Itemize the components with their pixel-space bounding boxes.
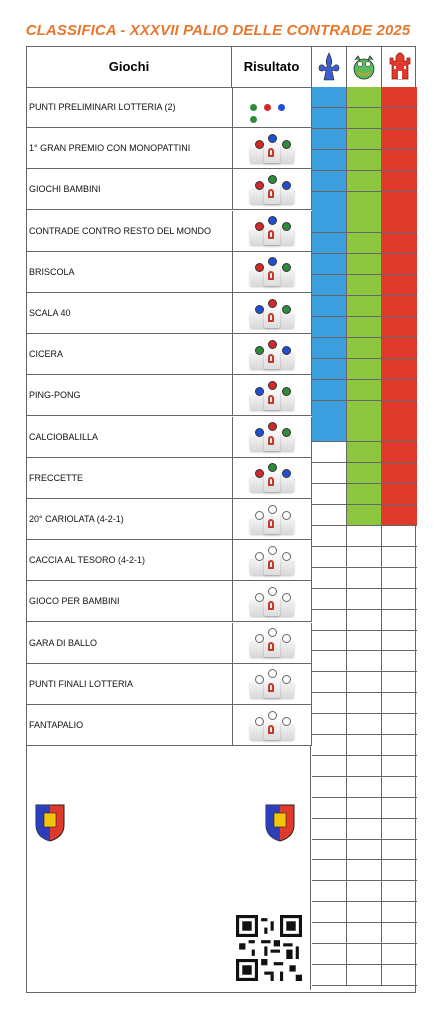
score-cell: [312, 819, 347, 840]
game-result: [232, 458, 312, 499]
game-result: [232, 375, 312, 416]
score-cell: [382, 526, 417, 547]
podium-dot: [268, 587, 277, 596]
score-cell: [312, 798, 347, 819]
score-cell: [347, 944, 382, 965]
score-cell: [347, 568, 382, 589]
score-cell: [382, 233, 417, 254]
score-cell: [382, 881, 417, 902]
podium-icon: [246, 175, 298, 205]
score-cell: [312, 526, 347, 547]
game-result: [232, 417, 312, 458]
footer: [26, 745, 311, 990]
score-cell: [382, 484, 417, 505]
score-cell: [312, 275, 347, 296]
result-dot: [278, 104, 285, 111]
score-cell: [347, 630, 382, 651]
podium-dot: [282, 511, 291, 520]
score-cell: [312, 714, 347, 735]
score-cell: [347, 714, 382, 735]
score-cell: [382, 589, 417, 610]
score-cell: [312, 421, 347, 442]
podium-dot: [282, 552, 291, 561]
score-cell: [382, 401, 417, 422]
game-name: PUNTI FINALI LOTTERIA: [29, 678, 134, 689]
game-name: PING-PONG: [29, 390, 81, 401]
game-row: [27, 128, 312, 169]
podium-dot: [268, 257, 277, 266]
podium-icon: [246, 669, 298, 699]
podium-icon: [246, 134, 298, 164]
game-row: [27, 417, 312, 458]
score-cell: [382, 819, 417, 840]
score-cell: [382, 296, 417, 317]
podium-icon: [246, 505, 298, 535]
score-cell: [312, 839, 347, 860]
podium-icon: [246, 381, 298, 411]
game-name: CALCIOBALILLA: [29, 431, 99, 442]
game-name: CONTRADE CONTRO RESTO DEL MONDO: [29, 225, 212, 236]
score-cell: [347, 526, 382, 547]
game-result: [232, 128, 312, 169]
score-cell: [347, 254, 382, 275]
score-cell: [347, 233, 382, 254]
score-cell: [312, 630, 347, 651]
qr-code-icon[interactable]: [236, 915, 302, 981]
score-cell: [382, 965, 417, 986]
score-cell: [347, 860, 382, 881]
score-cell: [312, 129, 347, 150]
score-cell: [347, 651, 382, 672]
game-result: [232, 293, 312, 334]
score-cell: [382, 254, 417, 275]
score-cell: [382, 275, 417, 296]
score-cell: [347, 108, 382, 129]
table-header: [27, 47, 415, 88]
score-cell: [382, 923, 417, 944]
game-row: [27, 664, 312, 705]
score-cell: [382, 672, 417, 693]
score-cell: [382, 568, 417, 589]
game-result: [232, 334, 312, 375]
score-cell: [312, 442, 347, 463]
podium-dot: [282, 346, 291, 355]
podium-icon: [246, 257, 298, 287]
score-cell: [347, 380, 382, 401]
score-cell: [347, 693, 382, 714]
score-cell: [312, 777, 347, 798]
score-cell: [347, 672, 382, 693]
score-cell: [347, 484, 382, 505]
score-cell: [382, 756, 417, 777]
score-cell: [382, 421, 417, 442]
score-cell: [347, 589, 382, 610]
score-cell: [382, 150, 417, 171]
score-cell: [347, 275, 382, 296]
score-cell: [347, 777, 382, 798]
score-cell: [347, 881, 382, 902]
game-name: SCALA 40: [29, 308, 71, 318]
score-cell: [312, 484, 347, 505]
game-result: [232, 581, 312, 622]
podium-dot: [268, 175, 277, 184]
score-cell: [382, 108, 417, 129]
game-name: GIOCO PER BAMBINI: [29, 596, 120, 607]
score-cell: [312, 108, 347, 129]
score-cell: [382, 839, 417, 860]
score-cell: [312, 87, 347, 108]
score-cell: [347, 87, 382, 108]
score-cell: [312, 902, 347, 923]
score-cell: [312, 944, 347, 965]
podium-icon: [246, 546, 298, 576]
score-cell: [382, 860, 417, 881]
fleur-de-lis-icon: [312, 47, 347, 87]
score-cell: [347, 150, 382, 171]
podium-dot: [255, 593, 264, 602]
score-cell: [382, 630, 417, 651]
game-row: [27, 623, 312, 664]
podium-dot: [268, 340, 277, 349]
score-cell: [382, 212, 417, 233]
game-result: [232, 499, 312, 540]
score-cell: [312, 192, 347, 213]
score-cell: [347, 129, 382, 150]
podium-dot: [282, 387, 291, 396]
game-result: [232, 664, 312, 705]
score-cell: [312, 150, 347, 171]
game-result: [232, 623, 312, 664]
page-title: CLASSIFICA - XXXVII PALIO DELLE CONTRADE 2025: [25, 22, 411, 39]
score-cell: [312, 401, 347, 422]
podium-dot: [255, 387, 264, 396]
podium-dot: [268, 505, 277, 514]
score-cell: [312, 568, 347, 589]
podium-dot: [255, 140, 264, 149]
podium-icon: [246, 628, 298, 658]
score-cell: [382, 192, 417, 213]
game-name: 1° GRAN PREMIO CON MONOPATTINI: [29, 143, 191, 154]
game-row: [27, 211, 312, 252]
game-result: [232, 540, 312, 581]
score-cell: [347, 212, 382, 233]
score-cell: [382, 463, 417, 484]
score-cell: [312, 296, 347, 317]
score-cell: [382, 610, 417, 631]
game-name: GARA DI BALLO: [29, 637, 98, 648]
podium-icon: [246, 340, 298, 370]
score-cell: [312, 505, 347, 526]
game-row: [27, 87, 312, 128]
game-result: [232, 87, 312, 128]
score-cell: [347, 610, 382, 631]
score-cell: [312, 923, 347, 944]
score-cell: [312, 233, 347, 254]
podium-dot: [255, 552, 264, 561]
game-row: [27, 499, 312, 540]
game-row: [27, 169, 312, 210]
score-cell: [382, 505, 417, 526]
game-name: PUNTI PRELIMINARI LOTTERIA (2): [29, 102, 176, 112]
podium-icon: [246, 422, 298, 452]
game-row: [27, 458, 312, 499]
lottery-dots-icon: [246, 93, 298, 123]
coat-of-arms-icon: [34, 803, 66, 843]
score-cell: [312, 463, 347, 484]
game-name: CACCIA AL TESORO (4-2-1): [29, 555, 146, 566]
podium-dot: [282, 181, 291, 190]
score-cell: [382, 359, 417, 380]
game-name: 20° CARIOLATA (4-2-1): [29, 514, 124, 524]
podium-dot: [255, 717, 264, 726]
score-cell: [382, 547, 417, 568]
podium-dot: [255, 511, 264, 520]
score-cell: [347, 819, 382, 840]
score-cell: [382, 902, 417, 923]
score-cell: [347, 923, 382, 944]
score-cell: [312, 860, 347, 881]
score-cell: [347, 442, 382, 463]
podium-dot: [268, 422, 277, 431]
coat-of-arms-icon: [264, 803, 296, 843]
podium-dot: [255, 181, 264, 190]
podium-dot: [282, 593, 291, 602]
score-cell: [347, 401, 382, 422]
podium-dot: [268, 463, 277, 472]
score-cell: [312, 254, 347, 275]
score-cell: [347, 735, 382, 756]
score-cell: [347, 965, 382, 986]
score-cell: [382, 87, 417, 108]
score-cell: [382, 735, 417, 756]
game-result: [232, 211, 312, 252]
score-cell: [312, 672, 347, 693]
podium-dot: [268, 711, 277, 720]
game-row: [27, 540, 312, 581]
score-cell: [347, 798, 382, 819]
score-cell: [312, 317, 347, 338]
podium-dot: [268, 546, 277, 555]
game-row: [27, 581, 312, 622]
score-cell: [347, 463, 382, 484]
score-cell: [347, 902, 382, 923]
score-cell: [382, 693, 417, 714]
score-cell: [312, 881, 347, 902]
score-cell: [347, 317, 382, 338]
podium-dot: [268, 381, 277, 390]
game-name: GIOCHI BAMBINI: [29, 184, 101, 195]
result-dot: [264, 104, 271, 111]
score-cell: [347, 756, 382, 777]
header-giochi: Giochi: [27, 47, 232, 87]
game-name: FRECCETTE: [29, 472, 83, 483]
header-risultato: Risultato: [232, 47, 312, 87]
score-cell: [312, 965, 347, 986]
score-cell: [312, 735, 347, 756]
score-cell: [347, 421, 382, 442]
result-dot: [250, 116, 257, 123]
game-row: [27, 334, 312, 375]
score-cell: [312, 212, 347, 233]
podium-dot: [268, 299, 277, 308]
score-cell: [382, 442, 417, 463]
game-result: [232, 169, 312, 210]
result-dot: [250, 104, 257, 111]
podium-icon: [246, 216, 298, 246]
score-cell: [382, 380, 417, 401]
score-cell: [347, 359, 382, 380]
score-cell: [312, 610, 347, 631]
score-cell: [312, 338, 347, 359]
score-cell: [347, 839, 382, 860]
podium-icon: [246, 587, 298, 617]
score-cell: [312, 171, 347, 192]
dragon-icon: [347, 47, 382, 87]
game-name: BRISCOLA: [29, 266, 75, 277]
score-cell: [312, 547, 347, 568]
score-cell: [347, 171, 382, 192]
game-result: [232, 705, 312, 746]
score-cell: [347, 192, 382, 213]
game-name: FANTAPALIO: [29, 720, 84, 730]
game-row: [27, 705, 312, 746]
game-row: [27, 375, 312, 416]
podium-dot: [255, 346, 264, 355]
score-cell: [312, 359, 347, 380]
score-cell: [347, 505, 382, 526]
podium-dot: [282, 305, 291, 314]
castle-icon: [382, 47, 417, 87]
score-cell: [382, 651, 417, 672]
podium-icon: [246, 463, 298, 493]
game-row: [27, 293, 312, 334]
score-cell: [312, 756, 347, 777]
podium-dot: [282, 140, 291, 149]
podium-icon: [246, 711, 298, 741]
score-cell: [382, 798, 417, 819]
podium-dot: [268, 628, 277, 637]
score-cell: [382, 338, 417, 359]
score-cell: [312, 651, 347, 672]
score-cell: [312, 380, 347, 401]
score-cell: [382, 171, 417, 192]
score-cell: [382, 777, 417, 798]
game-name: CICERA: [29, 349, 64, 360]
score-cell: [382, 129, 417, 150]
podium-icon: [246, 299, 298, 329]
podium-dot: [268, 669, 277, 678]
score-cell: [382, 714, 417, 735]
podium-dot: [255, 305, 264, 314]
game-row: [27, 252, 312, 293]
score-cell: [347, 338, 382, 359]
score-cell: [312, 693, 347, 714]
score-cell: [382, 944, 417, 965]
score-cell: [347, 296, 382, 317]
podium-dot: [282, 717, 291, 726]
podium-dot: [268, 134, 277, 143]
podium-dot: [268, 216, 277, 225]
game-result: [232, 252, 312, 293]
score-cell: [382, 317, 417, 338]
score-cell: [347, 547, 382, 568]
score-cell: [312, 589, 347, 610]
